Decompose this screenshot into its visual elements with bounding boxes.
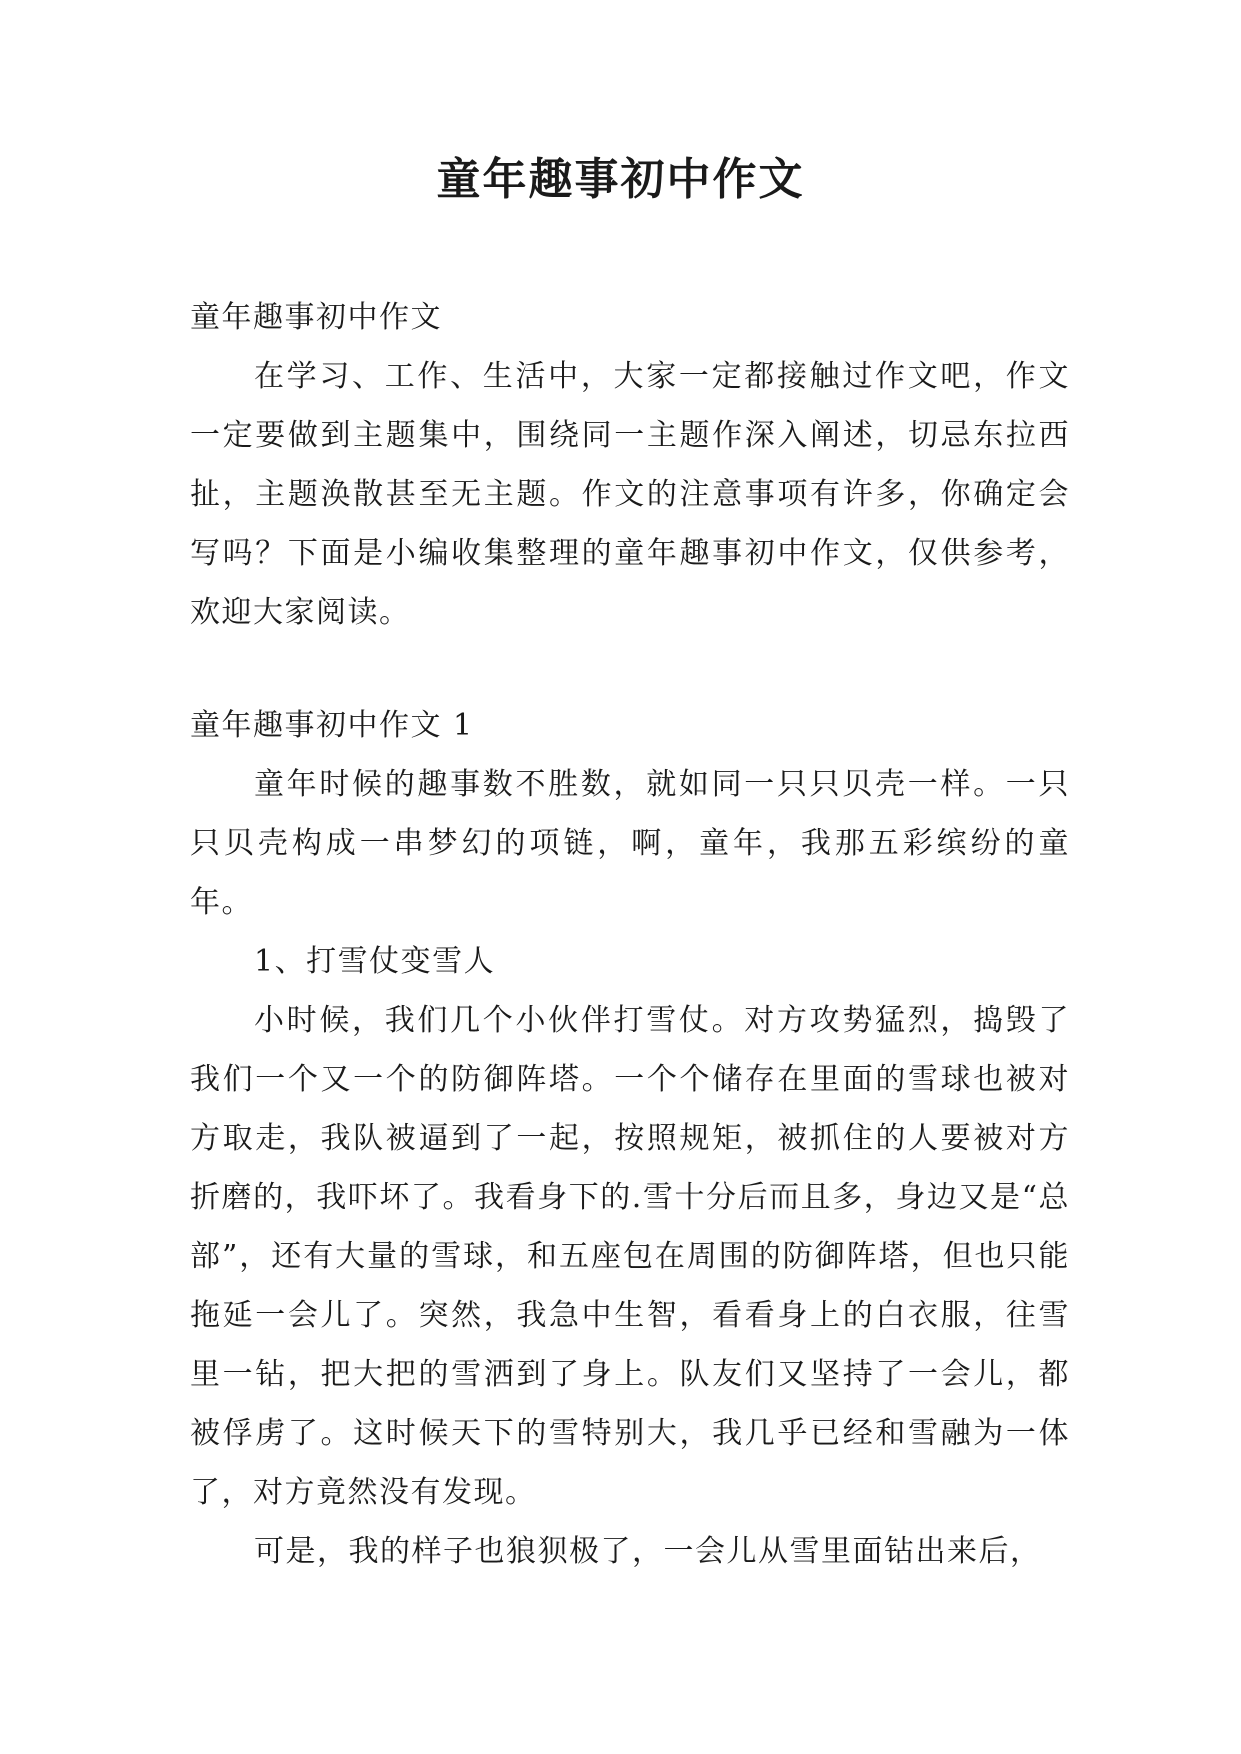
essay-1-paragraph-3: 可是，我的样子也狼狈极了，一会儿从雪里面钻出来后， [254,1534,1042,1569]
essay-1-section-title: 1、打雪仗变雪人 [254,944,496,979]
intro-paragraph: 在学习、工作、生活中，大家一定都接触过作文吧，作文一定要做到主题集中，围绕同一主题作深入阐述，切忌东拉西扯，主题涣散甚至无主题。作文的注意事项有许多，你确定会写吗？下面是小编收集整理的童年趣事初中作文，仅供参考，欢迎大家阅读。 [190,359,1070,630]
essay-1-heading: 童年趣事初中作文 1 [190,708,474,743]
essay-1-paragraph-2: 小时候，我们几个小伙伴打雪仗。对方攻势猛烈，捣毁了我们一个又一个的防御阵塔。一个个储存在里面的雪球也被对方取走，我队被逼到了一起，按照规矩，被抓住的人要被对方折磨的，我吓坏了。我看身下的.雪十分后而且多，身边又是“总部”，还有大量的雪球，和五座包在周围的防御阵塔，但也只能拖延一会儿了。突然，我急中生智，看看身上的白衣服，往雪里一钻，把大把的雪洒到了身上。队友们又坚持了一会儿，都被俘虏了。这时候天下的雪特别大，我几乎已经和雪融为一体了，对方竟然没有发现。 [190,1003,1070,1510]
intro-heading: 童年趣事初中作文 [190,300,442,335]
essay-1-section [190,696,1070,1581]
intro-section [190,288,1070,642]
document-title: 童年趣事初中作文 [436,154,805,205]
essay-1-paragraph-1: 童年时候的趣事数不胜数，就如同一只只贝壳一样。一只只贝壳构成一串梦幻的项链，啊，童年，我那五彩缤纷的童年。 [190,767,1070,920]
